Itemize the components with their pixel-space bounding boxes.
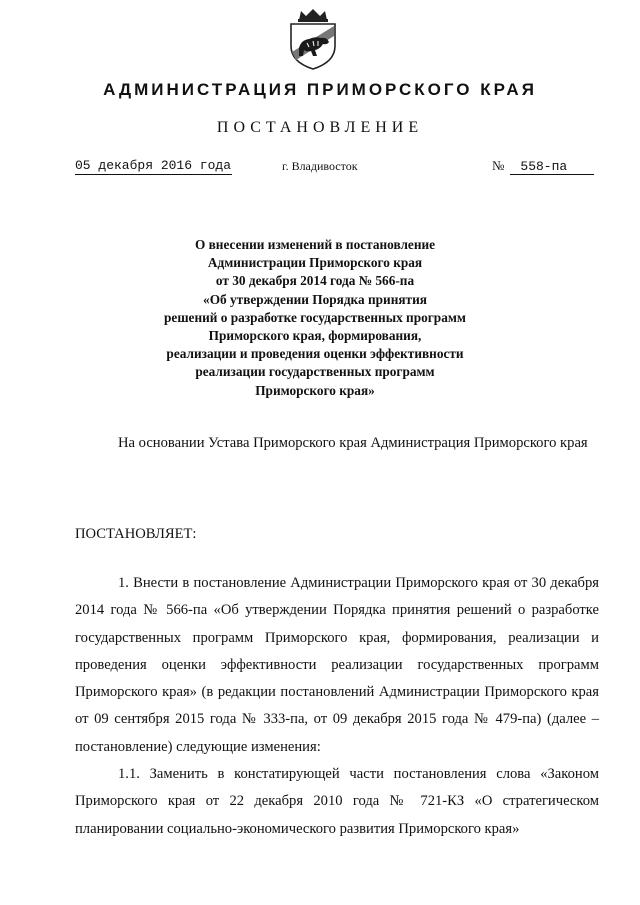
number-label: № bbox=[492, 158, 505, 173]
document-subject bbox=[120, 236, 510, 400]
subject-line: решений о разработке государственных программ bbox=[164, 309, 466, 325]
document-type: ПОСТАНОВЛЕНИЕ bbox=[216, 119, 424, 136]
document-date bbox=[75, 158, 232, 176]
subject-line: реализации государственных программ bbox=[195, 364, 435, 380]
subject-line: Администрации Приморского края bbox=[207, 255, 423, 271]
document-number-value: 558-па bbox=[510, 159, 594, 175]
organization-title: АДМИНИСТРАЦИЯ ПРИМОРСКОГО КРАЯ bbox=[103, 80, 537, 99]
document-date-value: 05 декабря 2016 года bbox=[75, 158, 232, 173]
item-1-1-paragraph: 1.1. Заменить в констатирующей части постановления слова «Законом Приморского края от 22 декабря 2010 года № 721-КЗ «О стратегическом планировании социально-экономического развития Приморского края» bbox=[75, 766, 599, 837]
document-number bbox=[492, 158, 594, 175]
subject-line: «Об утверждении Порядка принятия bbox=[203, 291, 427, 307]
subject-line: Приморского края» bbox=[255, 382, 375, 398]
subject-line: Приморского края, формирования, bbox=[208, 328, 422, 344]
document-city: г. Владивосток bbox=[282, 159, 358, 173]
basis-paragraph: На основании Устава Приморского края Администрация Приморского края bbox=[118, 435, 588, 451]
subject-line: реализации и проведения оценки эффективности bbox=[166, 346, 464, 362]
subject-line: от 30 декабря 2014 года № 566-па bbox=[215, 273, 415, 289]
subject-line: О внесении изменений в постановление bbox=[194, 237, 436, 252]
resolve-heading: ПОСТАНОВЛЯЕТ: bbox=[75, 526, 197, 542]
item-1-paragraph: 1. Внести в постановление Администрации Приморского края от 30 декабря 2014 года № 566-па «Об утверждении Порядка принятия решений о разработке государственных программ Приморского края, формирования, реализации и проведения оценки эффективности реализации государственных программ Приморского края» (в редакции постановлений Администрации Приморского края от 09 сентября 2015 года № 333-па, от 09 декабря 2015 года № 479-па) (далее – постановление) следующие изменения: bbox=[75, 575, 599, 755]
coat-of-arms-icon bbox=[287, 8, 339, 70]
